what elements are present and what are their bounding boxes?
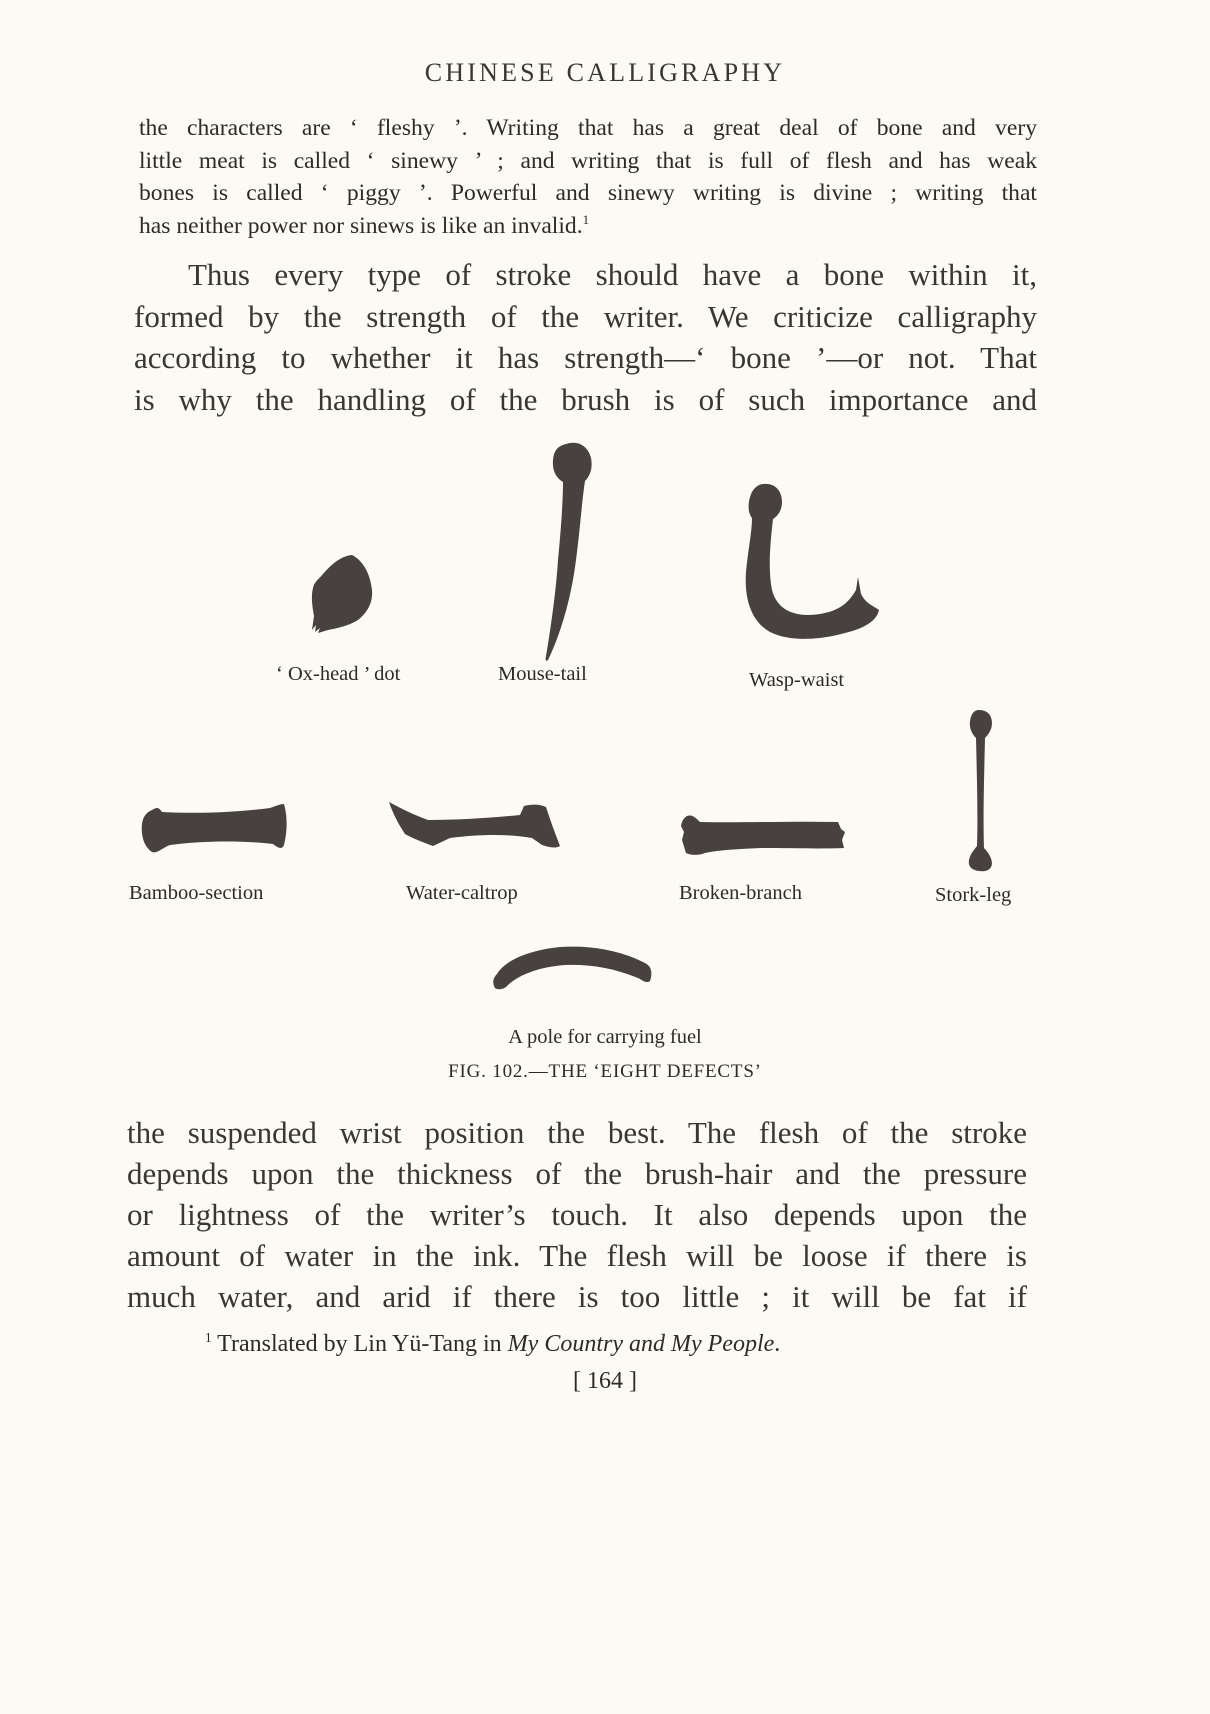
stork-leg-stroke (969, 710, 992, 871)
water-caltrop-stroke (389, 802, 560, 848)
mouse-tail-stroke (546, 443, 592, 661)
footnote-marker: 1 (205, 1329, 212, 1345)
running-head: CHINESE CALLIGRAPHY (424, 58, 786, 87)
bamboo-section-stroke (142, 804, 287, 852)
text-line-content: has neither power nor sinews is like an invalid. (139, 212, 583, 239)
label-stork-leg: Stork-leg (935, 884, 1012, 906)
wasp-waist-stroke (746, 484, 879, 639)
text-line: depends upon the thickness of the brush-hair and the pressure (127, 1156, 1027, 1191)
broken-branch-stroke (681, 815, 845, 854)
label-mouse-tail: Mouse-tail (498, 663, 587, 685)
label-ox-head-dot: ‘ Ox-head ’ dot (276, 663, 401, 685)
text-line: according to whether it has strength—‘ bone ’—or not. That (134, 340, 1037, 375)
text-line: is why the handling of the brush is of such importance and (134, 381, 1037, 417)
ox-head-dot-stroke (312, 555, 372, 633)
footnote-end: . (774, 1331, 781, 1357)
footnote-reference[interactable]: 1 (582, 211, 590, 227)
label-bamboo-section: Bamboo-section (129, 882, 264, 904)
label-water-caltrop: Water-caltrop (406, 882, 518, 904)
pole-stroke (493, 947, 651, 990)
figure-caption: FIG. 102.—THE ‘EIGHT DEFECTS’ (448, 1061, 762, 1082)
text-line: bones is called ‘ piggy ’. Powerful and sinewy writing is divine ; writing that (139, 180, 1037, 206)
label-broken-branch: Broken-branch (679, 882, 802, 904)
footnote (205, 1331, 780, 1358)
label-wasp-waist: Wasp-waist (749, 669, 845, 691)
text-line: much water, and arid if there is too little ; it will be fat if (127, 1279, 1027, 1314)
footnote-book-title: My Country and My People (507, 1331, 775, 1357)
page-number: [ 164 ] (573, 1368, 637, 1394)
text-line: formed by the strength of the writer. We criticize calligraphy (134, 298, 1037, 334)
text-line: Thus every type of stroke should have a bone within it, (188, 257, 1037, 292)
text-line: amount of water in the ink. The flesh will be loose if there is (127, 1238, 1027, 1273)
text-line: the characters are ‘ fleshy ’. Writing that has a great deal of bone and very (139, 115, 1037, 141)
paragraph-3 (127, 1112, 1027, 1317)
text-line: the suspended wrist position the best. The flesh of the stroke (127, 1115, 1027, 1150)
text-line: or lightness of the writer’s touch. It also depends upon the (127, 1197, 1027, 1232)
footnote-text: Translated by Lin Yü-Tang in (217, 1331, 508, 1357)
text-line: little meat is called ‘ sinewy ’ ; and writing that is full of flesh and has weak (139, 147, 1037, 174)
label-pole-for-carrying-fuel: A pole for carrying fuel (508, 1026, 702, 1048)
